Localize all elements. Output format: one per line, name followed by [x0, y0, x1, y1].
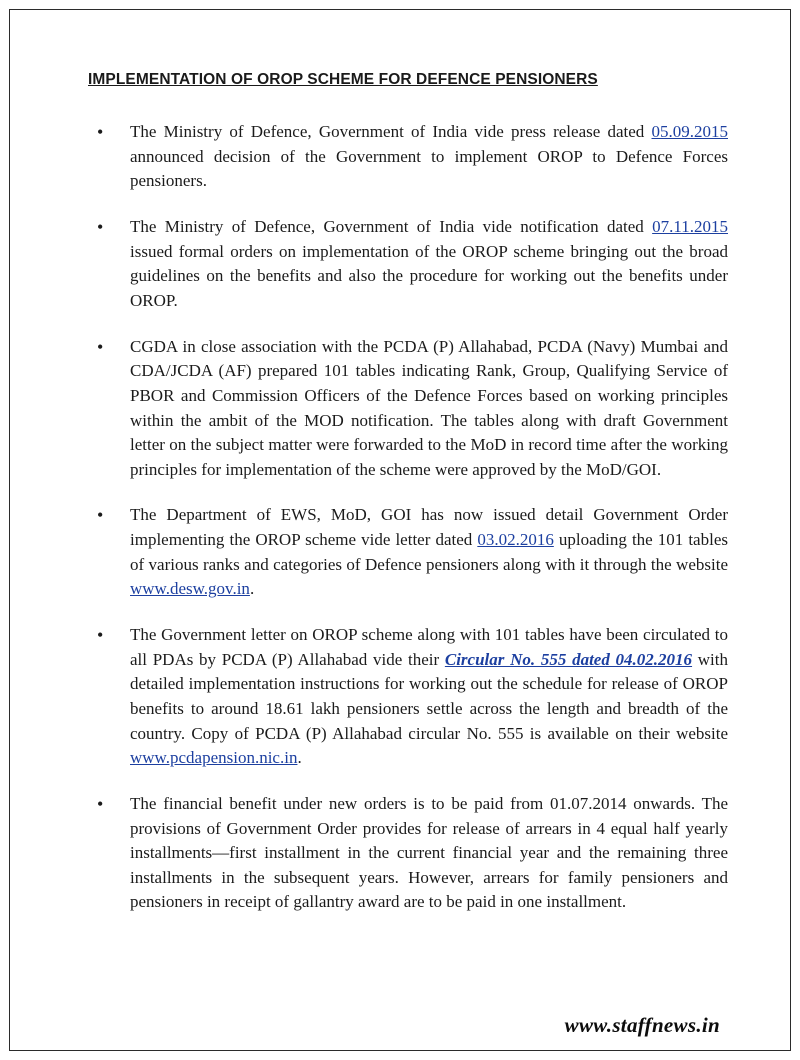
paragraph-text: with detailed implementation instructions for working out the schedule for release of OROP benefits to around 18.61 lakh pensioners settle across the length and breadth of the country. Copy of PCDA (P) Allahabad circular No. 555 is available on their website: [130, 649, 729, 743]
inline-link[interactable]: www.pcdapension.nic.in: [130, 748, 298, 768]
paragraph-text: The financial benefit under new orders is to be paid from 01.07.2014 onwards. The provisions of Government Order provides for release of arrears in 4 equal half yearly installments—first installment in the current financial year and the remaining three installments in the subsequent years. However, arrears for family pensioners and pensioners in receipt of gallantry award are to be paid in one installment.: [130, 793, 728, 912]
inline-link[interactable]: 05.09.2015: [651, 122, 728, 142]
bullet-notification: [88, 215, 728, 314]
inline-link[interactable]: 07.11.2015: [652, 217, 728, 237]
inline-link[interactable]: 03.02.2016: [477, 530, 554, 550]
inline-link-emphasis[interactable]: Circular No. 555 dated 04.02.2016: [444, 649, 693, 669]
bullet-circular-555: [88, 623, 728, 771]
paragraph-text: .: [297, 748, 302, 768]
paragraph-text: .: [249, 579, 255, 599]
paragraph-text: The Ministry of Defence, Government of India vide notification dated: [130, 217, 653, 237]
paragraph-text: announced decision of the Government to implement OROP to Defence Forces pensioners.: [130, 146, 728, 191]
paragraph-text: CGDA in close association with the PCDA (P) Allahabad, PCDA (Navy) Mumbai and CDA/JCDA (AF) prepared 101 tables indicating Rank, Group, Qualifying Service of PBOR and Commission Officers of the Defence Forces based on working principles within the ambit of the MOD notification. The tables along with draft Government letter on the subject matter were forwarded to the MoD in record time after the working principles for implementation of the scheme were approved by the MoD/GOI.: [130, 336, 728, 479]
paragraph-text: issued formal orders on implementation of the OROP scheme bringing out the broad guidelines on the benefits and also the procedure for working out the benefits under OROP.: [130, 241, 728, 310]
bullet-financial-benefit: [88, 792, 728, 915]
paragraph-text: The Department of EWS, MoD, GOI has now issued detail Government Order implementing the OROP scheme vide letter dated: [130, 505, 728, 550]
bullet-cgda-tables: [88, 335, 728, 483]
bullet-list: [88, 120, 728, 915]
bullet-desw-order: [88, 503, 728, 602]
footer-watermark: www.staffnews.in: [564, 1013, 720, 1037]
inline-link[interactable]: www.desw.gov.in: [130, 579, 250, 599]
page-title: IMPLEMENTATION OF OROP SCHEME FOR DEFENCE PENSIONERS: [88, 71, 598, 88]
paragraph-text: The Government letter on OROP scheme along with 101 tables have been circulated to all PDAs by PCDA (P) Allahabad vide their: [130, 625, 728, 669]
document-content: [88, 70, 728, 915]
paragraph-text: The Ministry of Defence, Government of India vide press release dated: [130, 122, 652, 142]
bullet-press-release: [88, 120, 728, 194]
paragraph-text: uploading the 101 tables of various ranks and categories of Defence pensioners along with it through the website: [130, 530, 728, 574]
